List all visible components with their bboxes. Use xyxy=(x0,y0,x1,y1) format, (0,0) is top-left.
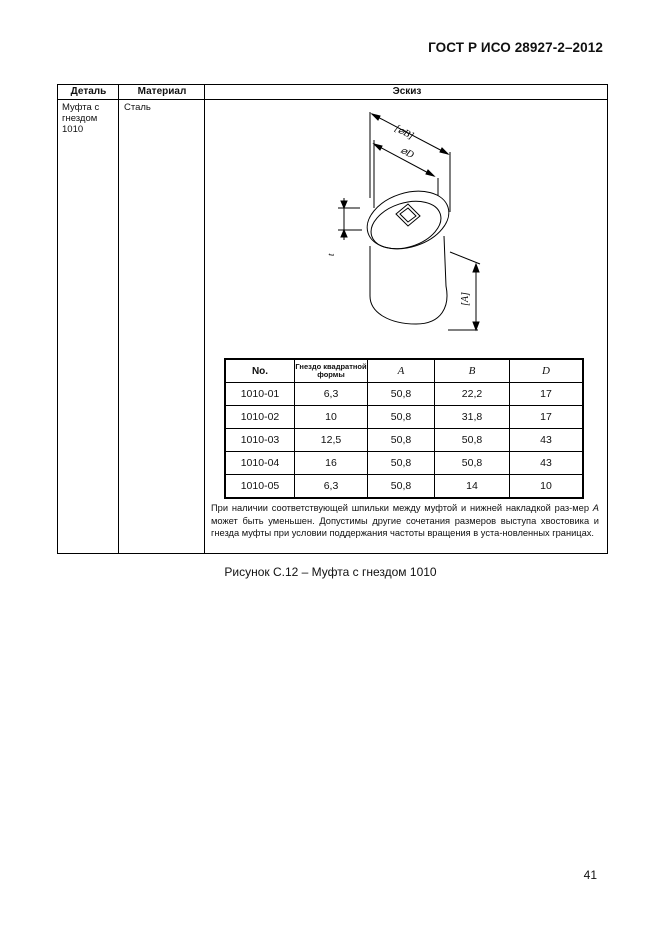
table-row xyxy=(225,452,583,475)
cell-socket: 6,3 xyxy=(295,383,368,406)
header-socket-line: формы xyxy=(317,370,345,379)
header-no: No. xyxy=(225,359,295,383)
cell-d: 10 xyxy=(510,475,584,499)
square-socket xyxy=(396,204,420,226)
table-row xyxy=(225,406,583,429)
cell-no: 1010-01 xyxy=(225,383,295,406)
cell-a: 50,8 xyxy=(368,452,435,475)
cell-d: 17 xyxy=(510,383,584,406)
header-row xyxy=(58,85,607,100)
cell-a: 50,8 xyxy=(368,383,435,406)
header-d: D xyxy=(510,359,584,383)
cell-socket: 6,3 xyxy=(295,475,368,499)
label-d: ⌀D xyxy=(398,144,416,161)
header-socket-line: Гнездо квадратной xyxy=(295,362,367,371)
cell-a: 50,8 xyxy=(368,406,435,429)
note-dimension-a: A xyxy=(592,503,599,513)
material-cell: Сталь xyxy=(124,102,151,113)
column-header-material: Материал xyxy=(137,86,187,97)
cell-a: 50,8 xyxy=(368,475,435,499)
label-t: t xyxy=(326,253,336,256)
column-divider xyxy=(118,85,119,553)
table-row xyxy=(225,475,583,499)
detail-line: 1010 xyxy=(62,124,84,135)
header-a: A xyxy=(368,359,435,383)
header-b: B xyxy=(435,359,510,383)
standard-code: ГОСТ Р ИСО 28927-2–2012 xyxy=(428,40,603,55)
note-text xyxy=(211,502,599,540)
column-header-sketch: Эскиз xyxy=(392,86,422,97)
cell-no: 1010-03 xyxy=(225,429,295,452)
cell-d: 43 xyxy=(510,429,584,452)
figure-caption: Рисунок С.12 – Муфта с гнездом 1010 xyxy=(224,565,437,579)
cell-b: 50,8 xyxy=(435,452,510,475)
column-header-detail: Деталь xyxy=(70,86,107,97)
coupling-sketch xyxy=(326,108,500,348)
cell-socket: 12,5 xyxy=(295,429,368,452)
cell-no: 1010-05 xyxy=(225,475,295,499)
cell-b: 22,2 xyxy=(435,383,510,406)
column-divider xyxy=(204,85,205,553)
cell-b: 31,8 xyxy=(435,406,510,429)
dimensions-table xyxy=(224,358,584,499)
note-part: может быть уменьшен. Допустимы другие сочетания размеров выступа хвостовика и гнезда муфты при условии поддержания частоты вращения в уста-новленных границах. xyxy=(211,515,599,538)
cylinder-rim xyxy=(365,193,447,257)
detail-cell xyxy=(62,102,99,135)
cell-d: 17 xyxy=(510,406,584,429)
cell-no: 1010-04 xyxy=(225,452,295,475)
cell-b: 14 xyxy=(435,475,510,499)
table-row xyxy=(225,383,583,406)
table-row xyxy=(225,429,583,452)
note-part: При наличии соответствующей шпильки между муфтой и нижней накладкой раз-мер xyxy=(211,503,589,513)
cell-b: 50,8 xyxy=(435,429,510,452)
dimensions-header-row xyxy=(225,359,583,383)
label-b: [⌀B] xyxy=(392,122,416,143)
detail-line: гнездом xyxy=(62,113,98,124)
cell-no: 1010-02 xyxy=(225,406,295,429)
page-number: 41 xyxy=(583,868,597,882)
cell-socket: 10 xyxy=(295,406,368,429)
cell-socket: 16 xyxy=(295,452,368,475)
cell-a: 50,8 xyxy=(368,429,435,452)
cell-d: 43 xyxy=(510,452,584,475)
label-a: [A] xyxy=(460,292,471,306)
cylinder-body xyxy=(370,236,447,324)
header-socket xyxy=(295,359,368,383)
detail-line: Муфта с xyxy=(62,102,100,113)
